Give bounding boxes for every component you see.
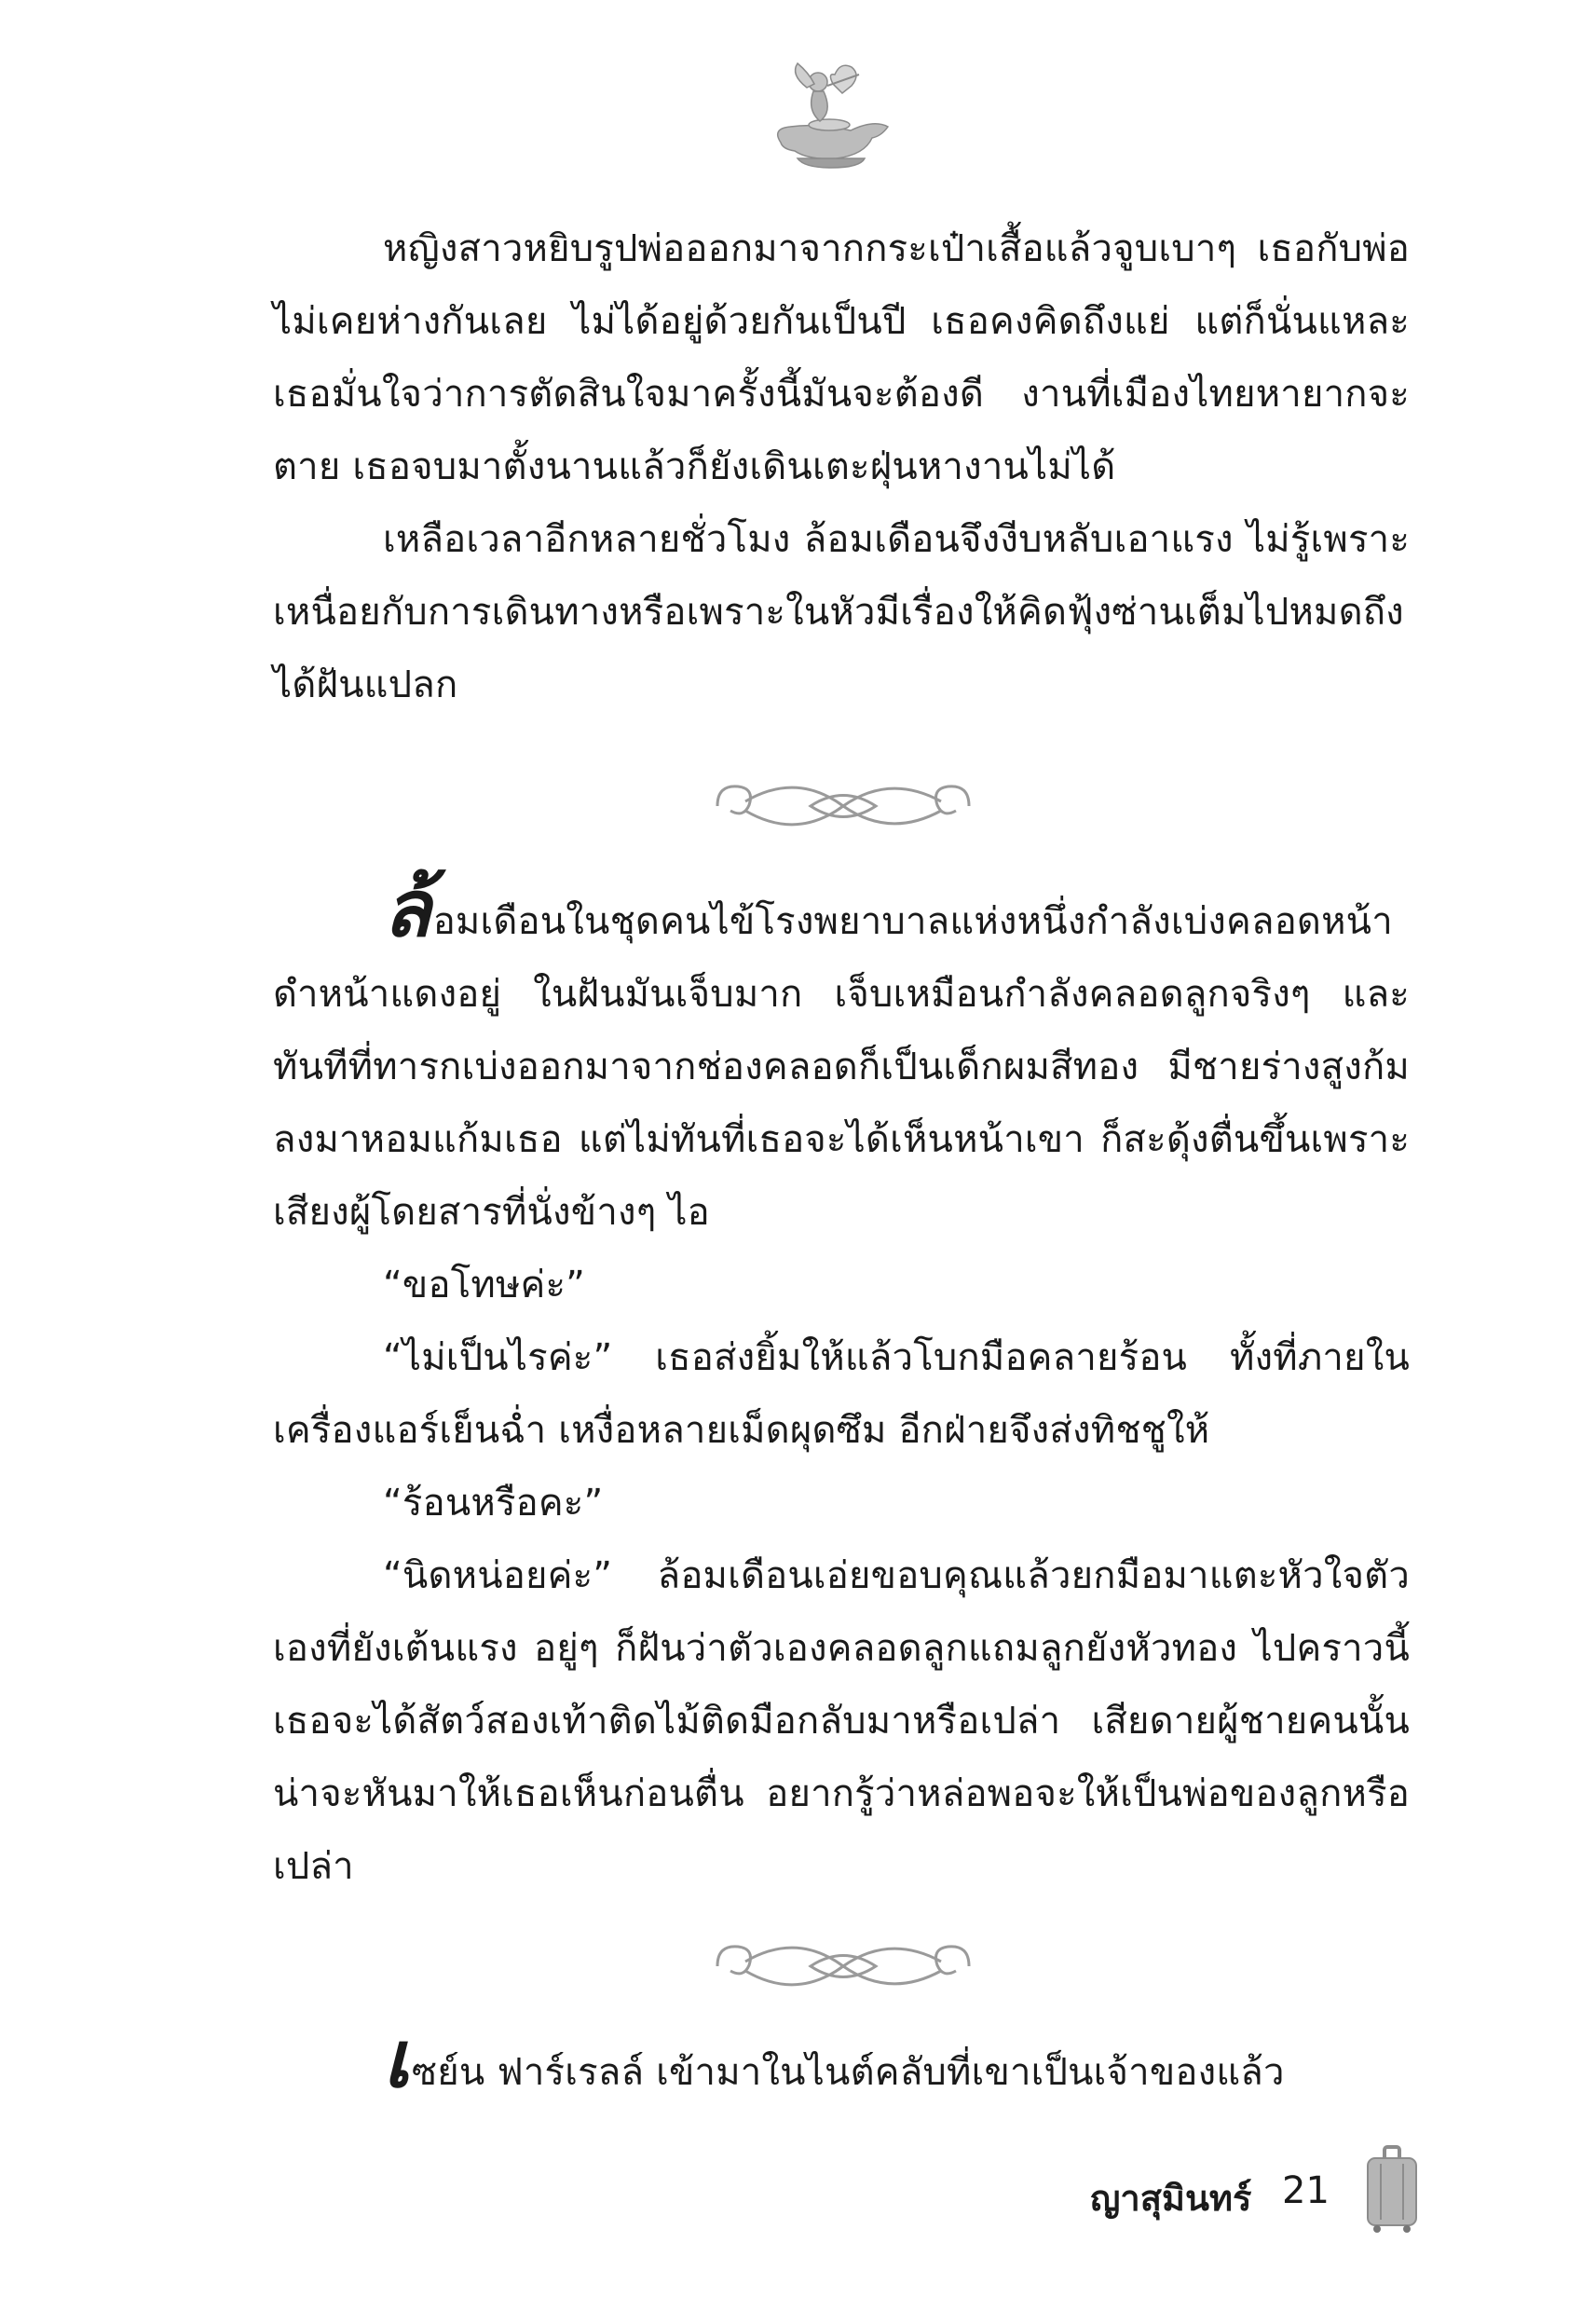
- paragraph: “ไม่เป็นไรค่ะ” เธอส่งยิ้มให้แล้วโบกมือคลายร้อน ทั้งที่ภายในเครื่องแอร์เย็นฉ่ำ เหงื่อหลายเม็ดผุดซึม อีกฝ่ายจึงส่งทิชชูให้: [273, 1336, 1410, 1452]
- footer-author: ญาสุมินทร์: [1090, 2178, 1252, 2219]
- paragraph: “ขอโทษค่ะ”: [383, 1264, 586, 1306]
- section-3: [273, 2013, 1410, 2109]
- cupid-teapot-ornament-icon: [762, 54, 902, 175]
- section-2: [273, 862, 1410, 1903]
- paragraph: [273, 862, 1410, 1249]
- paragraph-text: ซย์น ฟาร์เรลล์ เข้ามาในไนต์คลับที่เขาเป็นเจ้าของแล้ว: [411, 2051, 1285, 2094]
- paragraph: “นิดหน่อยค่ะ” ล้อมเดือนเอ่ยขอบคุณแล้วยกมือมาแตะหัวใจตัวเองที่ยังเต้นแรง อยู่ๆ ก็ฝันว่าตัวเองคลอดลูกแถมลูกยังหัวทอง ไปคราวนี้เธอจะได้สัตว์สองเท้าติดไม้ติดมือกลับมาหรือเปล่า เสียดายผู้ชายคนนั้นน่าจะหันมาให้เธอเห็นก่อนตื่น อยากรู้ว่าหล่อพอจะให้เป็นพ่อของลูกหรือเปล่า: [273, 1554, 1410, 1888]
- paragraph: “ร้อนหรือคะ”: [383, 1482, 604, 1525]
- section-1: [273, 212, 1410, 721]
- paragraph: หญิงสาวหยิบรูปพ่อออกมาจากกระเป๋าเสื้อแล้วจูบเบาๆ เธอกับพ่อไม่เคยห่างกันเลย ไม่ได้อยู่ด้วยกันเป็นปี เธอคงคิดถึงแย่ แต่ก็นั่นแหละ เธอมั่นใจว่าการตัดสินใจมาครั้งนี้มันจะต้องดี งานที่เมืองไทยหายากจะตาย เธอจบมาตั้งนานแล้วก็ยังเดินเตะฝุ่นหางานไม่ได้: [273, 227, 1410, 488]
- suitcase-icon: [1362, 2145, 1422, 2235]
- flourish-divider-icon: [708, 1934, 978, 1999]
- page-number: 21: [1282, 2169, 1330, 2212]
- drop-cap: ล้: [383, 862, 431, 954]
- flourish-divider-icon: [708, 773, 978, 839]
- drop-cap: เ: [383, 2013, 410, 2105]
- paragraph: [273, 2013, 1410, 2109]
- paragraph-text: อมเดือนในชุดคนไข้โรงพยาบาลแห่งหนึ่งกำลังเบ่งคลอดหน้าดำหน้าแดงอยู่ ในฝันมันเจ็บมาก เจ็บเหมือนกำลังคลอดลูกจริงๆ และทันทีที่ทารกเบ่งออกมาจากช่องคลอดก็เป็นเด็กผมสีทอง มีชายร่างสูงก้มลงมาหอมแก้มเธอ แต่ไม่ทันที่เธอจะได้เห็นหน้าเขา ก็สะดุ้งตื่นขึ้นเพราะเสียงผู้โดยสารที่นั่งข้างๆ ไอ: [273, 900, 1410, 1234]
- paragraph: เหลือเวลาอีกหลายชั่วโมง ล้อมเดือนจึงงีบหลับเอาแรง ไม่รู้เพราะเหนื่อยกับการเดินทางหรือเพราะในหัวมีเรื่องให้คิดฟุ้งซ่านเต็มไปหมดถึงได้ฝันแปลก: [273, 518, 1410, 706]
